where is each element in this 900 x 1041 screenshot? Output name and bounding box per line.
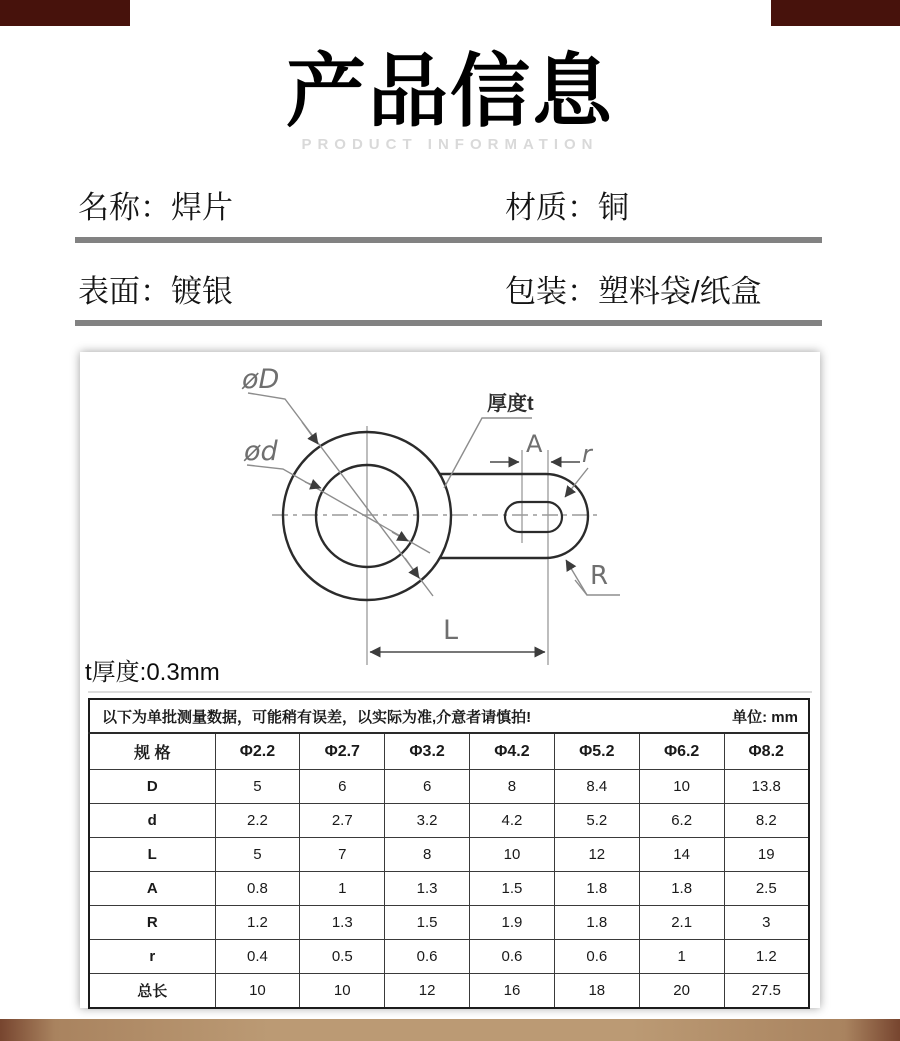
table-cell: 0.4 <box>215 940 300 974</box>
table-cell: 12 <box>385 974 470 1009</box>
table-cell: 0.6 <box>470 940 555 974</box>
thickness-leader <box>444 418 532 488</box>
table-cell: 13.8 <box>724 770 809 804</box>
info-name: 名称：焊片 <box>78 190 233 225</box>
table-cell: 12 <box>554 838 639 872</box>
table-row <box>89 940 809 974</box>
table-cell: 6 <box>300 770 385 804</box>
table-header-cell: Φ4.2 <box>470 733 555 770</box>
outer-dia-leader <box>248 393 433 596</box>
label-slot-radius: r <box>582 440 592 468</box>
info-surface: 表面：镀银 <box>78 274 233 309</box>
table-note: 以下为单批测量数据，可能稍有误差，以实际为准,介意者请慎拍! <box>102 708 532 726</box>
info-row-2 <box>78 266 822 309</box>
row-label-cell: D <box>89 770 215 804</box>
table-cell: 2.7 <box>300 804 385 838</box>
table-cell: 10 <box>215 974 300 1009</box>
table-row <box>89 770 809 804</box>
thickness-note: t厚度:0.3mm <box>85 659 220 686</box>
slot <box>505 502 562 532</box>
table-cell: 6.2 <box>639 804 724 838</box>
row-label-cell: R <box>89 906 215 940</box>
table-cell: 1.9 <box>470 906 555 940</box>
table-cell: 1.8 <box>639 872 724 906</box>
table-cell: 3.2 <box>385 804 470 838</box>
table-cell: 1.3 <box>385 872 470 906</box>
table-cell: 8 <box>385 838 470 872</box>
technical-drawing <box>80 352 820 697</box>
table-header-cell: Φ5.2 <box>554 733 639 770</box>
table-header-cell: Φ2.7 <box>300 733 385 770</box>
spec-table-body <box>89 770 809 1009</box>
table-row <box>89 906 809 940</box>
table-header-cell: 规 格 <box>89 733 215 770</box>
table-row <box>89 804 809 838</box>
table-cell: 8 <box>470 770 555 804</box>
label-end-radius: R <box>590 561 609 591</box>
label-outer-diameter: øD <box>242 364 280 395</box>
table-row <box>89 872 809 906</box>
table-cell: 10 <box>639 770 724 804</box>
table-cell: 0.5 <box>300 940 385 974</box>
table-cell: 1.8 <box>554 906 639 940</box>
row-label-cell: A <box>89 872 215 906</box>
table-cell: 18 <box>554 974 639 1009</box>
table-cell: 0.6 <box>385 940 470 974</box>
table-cell: 0.6 <box>554 940 639 974</box>
table-cell: 10 <box>470 838 555 872</box>
table-cell: 5 <box>215 838 300 872</box>
table-cell: 19 <box>724 838 809 872</box>
info-material: 材质：铜 <box>505 190 629 225</box>
table-unit: 单位: mm <box>732 708 798 726</box>
table-cell: 1.5 <box>470 872 555 906</box>
label-slot-width: A <box>526 430 543 458</box>
table-cell: 4.2 <box>470 804 555 838</box>
top-right-corner-bar <box>771 0 900 26</box>
table-cell: 2.5 <box>724 872 809 906</box>
table-cell: 1.8 <box>554 872 639 906</box>
table-header-cell: Φ3.2 <box>385 733 470 770</box>
row-label-cell: d <box>89 804 215 838</box>
arm-outline <box>440 474 588 558</box>
info-packaging: 包装：塑料袋/纸盒 <box>505 274 762 309</box>
table-cell: 1.3 <box>300 906 385 940</box>
divider-line-2 <box>75 320 822 326</box>
divider-line-1 <box>75 237 822 243</box>
table-cell: 14 <box>639 838 724 872</box>
table-row <box>89 838 809 872</box>
table-cell: 1 <box>639 940 724 974</box>
table-note-row <box>89 699 809 733</box>
page-subtitle: PRODUCT INFORMATION <box>301 136 599 153</box>
row-label-cell: r <box>89 940 215 974</box>
row-label-cell: L <box>89 838 215 872</box>
bottom-frame-bar <box>0 1019 900 1041</box>
label-length: L <box>443 615 459 646</box>
drawing-bottom-edge <box>88 691 812 693</box>
table-cell: 1 <box>300 872 385 906</box>
table-cell: 1.2 <box>724 940 809 974</box>
table-cell: 7 <box>300 838 385 872</box>
page-title: 产品信息 <box>286 47 614 136</box>
table-cell: 10 <box>300 974 385 1009</box>
table-cell: 5 <box>215 770 300 804</box>
table-cell: 27.5 <box>724 974 809 1009</box>
table-header-cell: Φ8.2 <box>724 733 809 770</box>
table-cell: 6 <box>385 770 470 804</box>
table-cell: 1.5 <box>385 906 470 940</box>
table-cell: 0.8 <box>215 872 300 906</box>
table-cell: 5.2 <box>554 804 639 838</box>
table-header-row <box>89 733 809 770</box>
label-inner-diameter: ød <box>244 436 278 467</box>
label-thickness: 厚度t <box>487 393 534 415</box>
spec-table-head <box>89 699 809 770</box>
table-cell: 20 <box>639 974 724 1009</box>
info-row-1 <box>78 182 822 225</box>
table-cell: 2.2 <box>215 804 300 838</box>
table-cell: 16 <box>470 974 555 1009</box>
table-cell: 2.1 <box>639 906 724 940</box>
table-cell: 1.2 <box>215 906 300 940</box>
row-label-cell: 总长 <box>89 974 215 1009</box>
top-left-corner-bar <box>0 0 130 26</box>
spec-table <box>88 698 810 1009</box>
table-cell: 3 <box>724 906 809 940</box>
table-row <box>89 974 809 1009</box>
table-header-cell: Φ6.2 <box>639 733 724 770</box>
table-cell: 8.4 <box>554 770 639 804</box>
table-header-cell: Φ2.2 <box>215 733 300 770</box>
table-cell: 8.2 <box>724 804 809 838</box>
spec-card <box>80 352 820 1008</box>
